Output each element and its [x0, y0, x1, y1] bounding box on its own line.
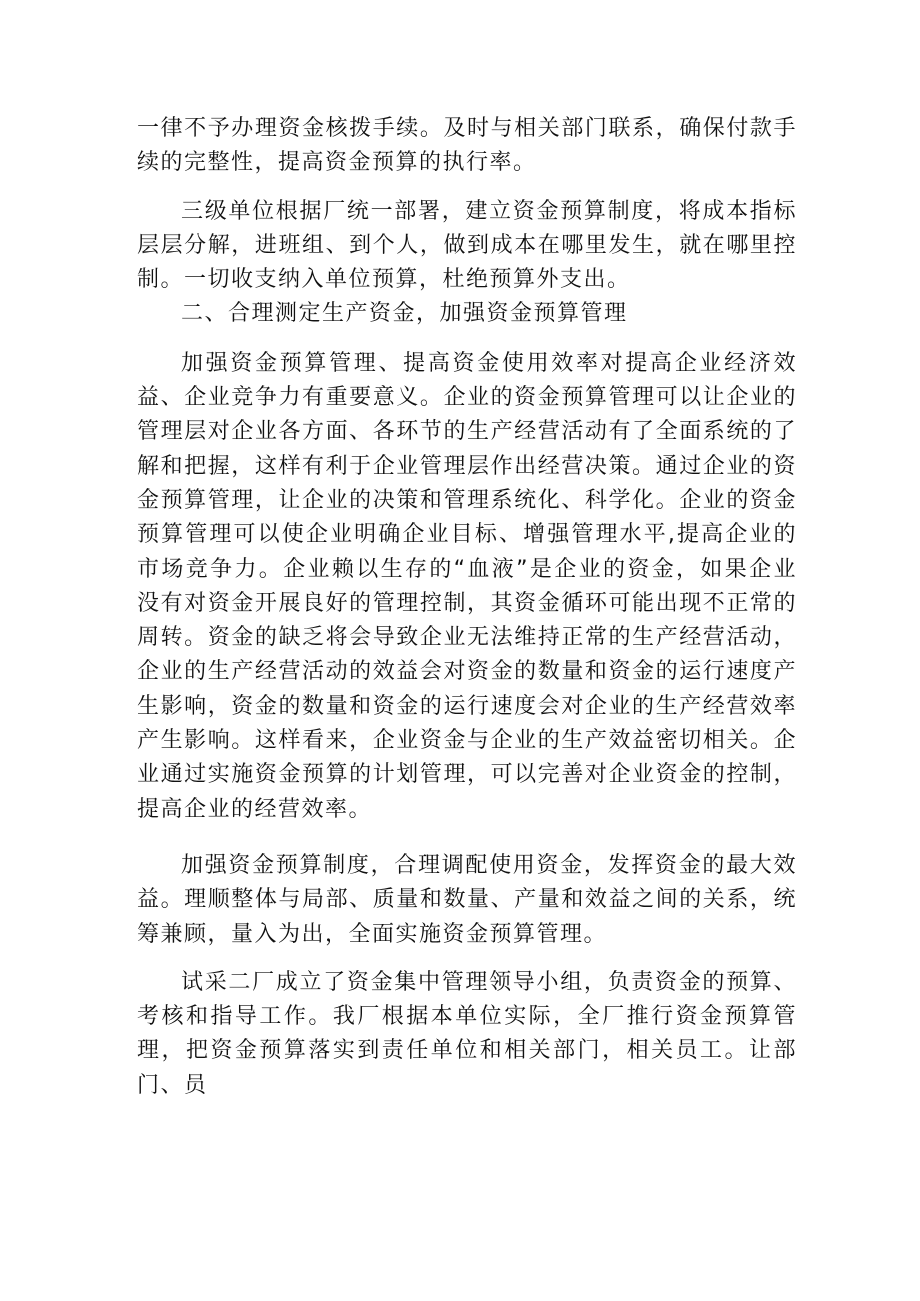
section-heading: 二、合理测定生产资金，加强资金预算管理	[181, 301, 628, 327]
paragraph-third-level-units: 三级单位根据厂统一部署，建立资金预算制度，将成本指标层层分解，进班组、到个人，做到成本在哪里发生，就在哪里控制。一切收支纳入单位预算，杜绝预算外支出。	[137, 198, 797, 293]
document-body	[137, 112, 797, 1103]
paragraph-budget-system: 加强资金预算制度，合理调配使用资金，发挥资金的最大效益。理顺整体与局部、质量和数量、产量和效益之间的关系，统筹兼顾，量入为出，全面实施资金预算管理。	[137, 852, 797, 947]
paragraph-leadership-group: 试采二厂成立了资金集中管理领导小组，负责资金的预算、考核和指导工作。我厂根据本单位实际，全厂推行资金预算管理，把资金预算落实到责任单位和相关部门，相关员工。让部门、员	[137, 969, 797, 1098]
paragraph-budget-importance: 加强资金预算管理、提高资金使用效率对提高企业经济效益、企业竞争力有重要意义。企业的资金预算管理可以让企业的管理层对企业各方面、各环节的生产经营活动有了全面系统的了解和把握，这样有利于企业管理层作出经营决策。通过企业的资金预算管理，让企业的决策和管理系统化、科学化。企业的资金预算管理可以使企业明确企业目标、增强管理水平,提高企业的市场竞争力。企业赖以生存的“血液”是企业的资金，如果企业没有对资金开展良好的管理控制，其资金循环可能出现不正常的周转。资金的缺乏将会导致企业无法维持正常的生产经营活动，企业的生产经营活动的效益会对资金的数量和资金的运行速度产生影响，资金的数量和资金的运行速度会对企业的生产经营效率产生影响。这样看来，企业资金与企业的生产效益密切相关。企业通过实施资金预算的计划管理，可以完善对企业资金的控制，提高企业的经营效率。	[137, 350, 797, 822]
paragraph-continuation: 一律不予办理资金核拨手续。及时与相关部门联系，确保付款手续的完整性，提高资金预算的执行率。	[137, 116, 797, 176]
